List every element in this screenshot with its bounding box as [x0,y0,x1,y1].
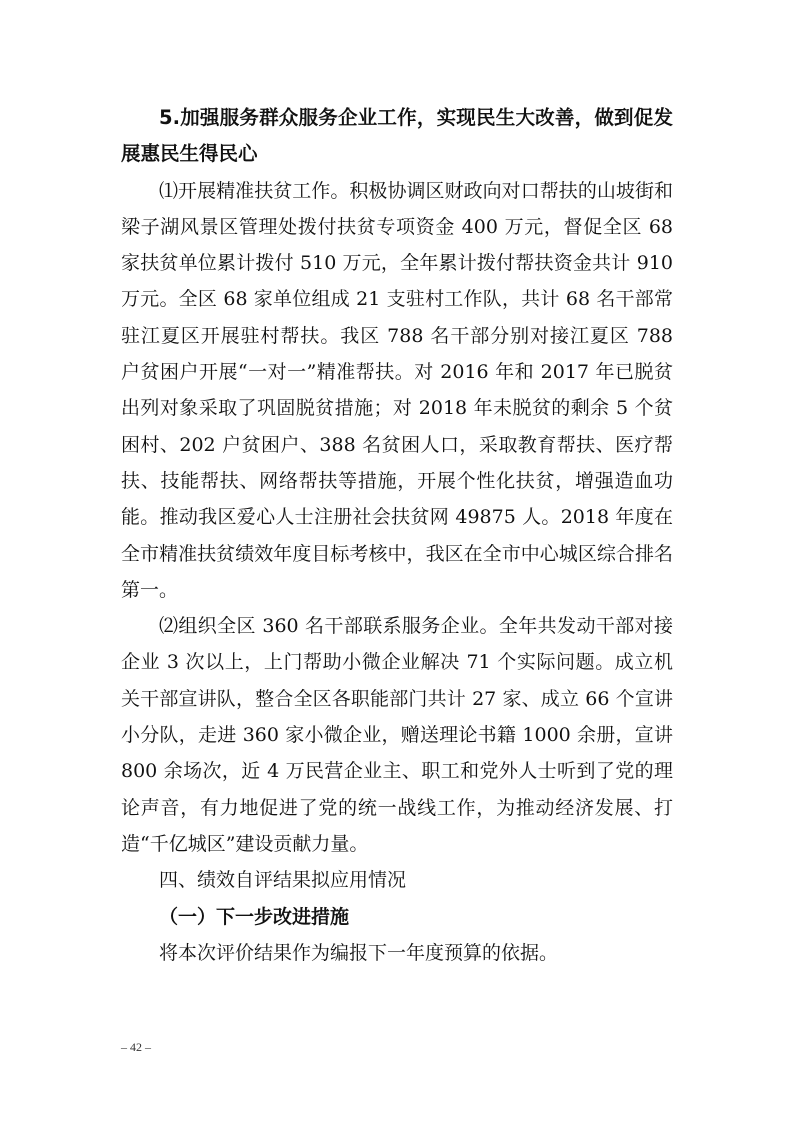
paragraph-enterprise-service: ⑵组织全区 360 名干部联系服务企业。全年共发动干部对接企业 3 次以上，上门帮助小微企业解决 71 个实际问题。成立机关干部宣讲队，整合全区各职能部门共计 27 家、成立 66 个宣讲小分队，走进 360 家小微企业，赠送理论书籍 1000 余册，宣讲 800 余场次，近 4 万民营企业主、职工和党外人士听到了党的理论声音，有力地促进了党的统一战线工作，为推动经济发展、打造“千亿城区”建设贡献力量。 [121,615,673,855]
closing-paragraph: 将本次评价结果作为编报下一年度预算的依据。 [159,941,559,964]
page-number: – 42 – [121,1040,151,1054]
paragraph-poverty-alleviation: ⑴开展精准扶贫工作。积极协调区财政向对口帮扶的山坡街和梁子湖风景区管理处拨付扶贫专项资金 400 万元，督促全区 68 家扶贫单位累计拨付 510 万元，全年累计拨付帮扶资金共计 910 万元。全区 68 家单位组成 21 支驻村工作队，共计 68 名干部常驻江夏区开展驻村帮扶。我区 788 名干部分别对接江夏区 788 户贫困户开展“一对一”精准帮扶。对 2016 年和 2017 年已脱贫出列对象采取了巩固脱贫措施；对 2018 年未脱贫的剩余 5 个贫困村、202 户贫困户、388 名贫困人口，采取教育帮扶、医疗帮扶、技能帮扶、网络帮扶等措施，开展个性化扶贫，增强造血功能。推动我区爱心人士注册社会扶贫网 49875 人。2018 年度在全市精准扶贫绩效年度目标考核中，我区在全市中心城区综合排名第一。 [121,179,673,601]
subsection-title: （一）下一步改进措施 [159,905,350,928]
document-body [121,100,673,971]
section-heading: 5.加强服务群众服务企业工作，实现民生大改善，做到促发展惠民生得民心 [121,106,673,166]
section-title: 四、绩效自评结果拟应用情况 [159,869,407,892]
